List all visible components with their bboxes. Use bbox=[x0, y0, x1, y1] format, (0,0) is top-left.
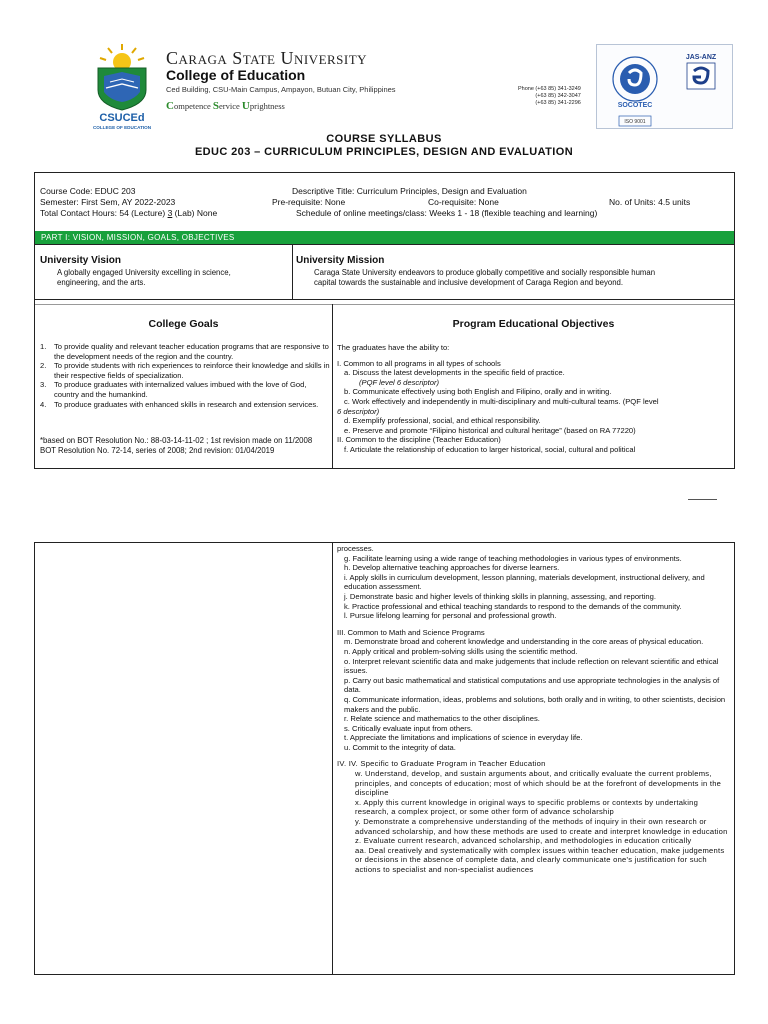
svg-text:COLLEGE OF EDUCATION: COLLEGE OF EDUCATION bbox=[92, 125, 152, 130]
peo-list: The graduates have the ability to: I. Common to all programs in all types of schools a. Discuss the latest developments in the specific field of practice. (PQF level 6 descriptor) b. Communicate effectively using both English and Filipino, orally and in writing. c. Work effectively and independently in multi-disciplinary and multi-cultural teams. (PQF level 6 descriptor) d. Exemplify professional, social, and ethical responsibility. e. Preserve and promote “Filipino historical and cultural heritage” (based on RA 77220) II. Common to the discipline (Teacher Education) f. Articulate the relationship of education to larger historical, social, cultural and political bbox=[337, 343, 659, 454]
contact-hours: Total Contact Hours: 54 (Lecture) 3 (Lab) None bbox=[40, 208, 218, 218]
university-name: Caraga State University bbox=[166, 48, 368, 68]
svg-text:SOCOTEC: SOCOTEC bbox=[617, 102, 653, 109]
course-title-heading: EDUC 203 – CURRICULUM PRINCIPLES, DESIGN AND EVALUATION bbox=[194, 146, 574, 158]
svg-text:JAS-ANZ: JAS-ANZ bbox=[685, 54, 717, 61]
jas-anz-badge-icon bbox=[686, 54, 717, 89]
part1-header: PART I: VISION, MISSION, GOALS, OBJECTIVES bbox=[35, 231, 734, 244]
motto: Competence Service Uprightness bbox=[166, 100, 285, 112]
prerequisite: Pre-requisite: None bbox=[272, 197, 346, 207]
syllabus-heading: COURSE SYLLABUS bbox=[326, 133, 442, 145]
schedule: Schedule of online meetings/class: Weeks 1 - 18 (flexible teaching and learning) bbox=[296, 208, 598, 218]
peo-continuation-list: processes. g. Facilitate learning using a wide range of teaching methodologies in various types of environments. h. Develop alternative teaching approaches for diverse learners. i. Apply skills in curriculum development, lesson planning, materials development, instructional delivery, and education assessment. j. Demonstrate basic and higher levels of thinking skills in planning, assessing, and reporting. k. Practice professional and ethical teaching standards to respond to the demands of the community. l. Pursue lifelong learning for personal and professional growth. III. Common to Math and Science Programs m. Demonstrate broad and coherent knowledge and understanding in the core areas of physical education. n. Apply critical and problem-solving skills using the scientific method. o. Interpret relevant scientific data and make judgements that include reflection on relevant scientific and ethical issues. p. Carry out basic mathematical and statistical computations and use appropriate technologies in the analysis of data. q. Communicate information, ideas, problems and solutions, both orally and in writing, to other scientists, decision makers and the public. r. Relate science and mathematics to the other disciplines. s. Critically evaluate input from others. t. Appreciate the limitations and implications of science in everyday life. u. Commit to the integrity of data. IV. IV. Specific to Graduate Program in Teacher Education w. Understand, develop, and sustain arguments about, and critically evaluate the current problems, principles, and concepts of education; most of which should be at the forefront of developments in the discipline x. Apply this current knowledge in original ways to specific problems or contexts by undertaking research, a complex project, or some other form of advance scholarship y. Demonstrate a comprehensive understanding of the methods of inquiry in their own research or advanced scholarship, and how these methods are used to create and interpret knowledge in education z. Evaluate current research, advanced scholarship, and methodologies in education critically aa. Deal creatively and systematically with complex issues within teacher education, make judgements or decisions in the absence of complete data, and clearly communicate one's justification for such actions to specialist and non-specialist audiences bbox=[337, 544, 728, 874]
corequisite: Co-requisite: None bbox=[428, 197, 499, 207]
list-item: 3. To produce graduates with internalized values imbued with the love of God, country and the humankind. bbox=[40, 380, 307, 399]
list-item: 4. To produce graduates with enhanced skills in research and extension services. bbox=[40, 399, 319, 409]
college-address: Ced Building, CSU-Main Campus, Ampayon, Butuan City, Philippines bbox=[166, 85, 396, 94]
csu-ced-logo bbox=[84, 42, 160, 132]
certification-badges bbox=[596, 44, 733, 129]
svg-text:CSUCEd: CSUCEd bbox=[99, 112, 145, 124]
university-vision-text: A globally engaged University excelling in science, engineering, and the arts. bbox=[57, 268, 231, 287]
course-code: Course Code: EDUC 203 bbox=[40, 186, 136, 196]
list-item: 2. To provide students with rich experiences to reinforce their knowledge and skills in their respective fields of specialization. bbox=[40, 361, 330, 380]
units: No. of Units: 4.5 units bbox=[609, 197, 691, 207]
socotec-badge-icon bbox=[613, 57, 657, 126]
semester: Semester: First Sem, AY 2022-2023 bbox=[40, 197, 176, 207]
college-name: College of Education bbox=[166, 67, 306, 83]
list-item: 1. To provide quality and relevant teacher education programs that are responsive to the development needs of the region and the country. bbox=[40, 342, 329, 361]
university-mission-heading: University Mission bbox=[296, 255, 385, 266]
university-vision-heading: University Vision bbox=[40, 255, 121, 266]
descriptive-title: Descriptive Title: Curriculum Principles, Design and Evaluation bbox=[292, 186, 527, 196]
phone-numbers: Phone (+63 85) 341-3249 (+63 85) 342-3047 (+63 85) 341-2296 bbox=[518, 86, 581, 106]
sun-rays-icon bbox=[100, 44, 144, 71]
svg-text:ISO 9001: ISO 9001 bbox=[624, 119, 646, 125]
peo-heading: Program Educational Objectives bbox=[452, 318, 615, 330]
page-separator bbox=[688, 499, 717, 500]
university-mission-text: Caraga State University endeavors to produce globally competitive and socially responsible human capital towards the sustainable and inclusive development of Caraga Region and beyond. bbox=[314, 268, 656, 287]
college-goals-list bbox=[40, 342, 330, 409]
bot-resolution-note: *based on BOT Resolution No.: 88-03-14-11-02 ; 1st revision made on 11/2008 BOT Resolution No. 72-14, series of 2008; 2nd revision: 01/04/2019 bbox=[40, 436, 313, 455]
college-goals-heading: College Goals bbox=[148, 318, 219, 330]
